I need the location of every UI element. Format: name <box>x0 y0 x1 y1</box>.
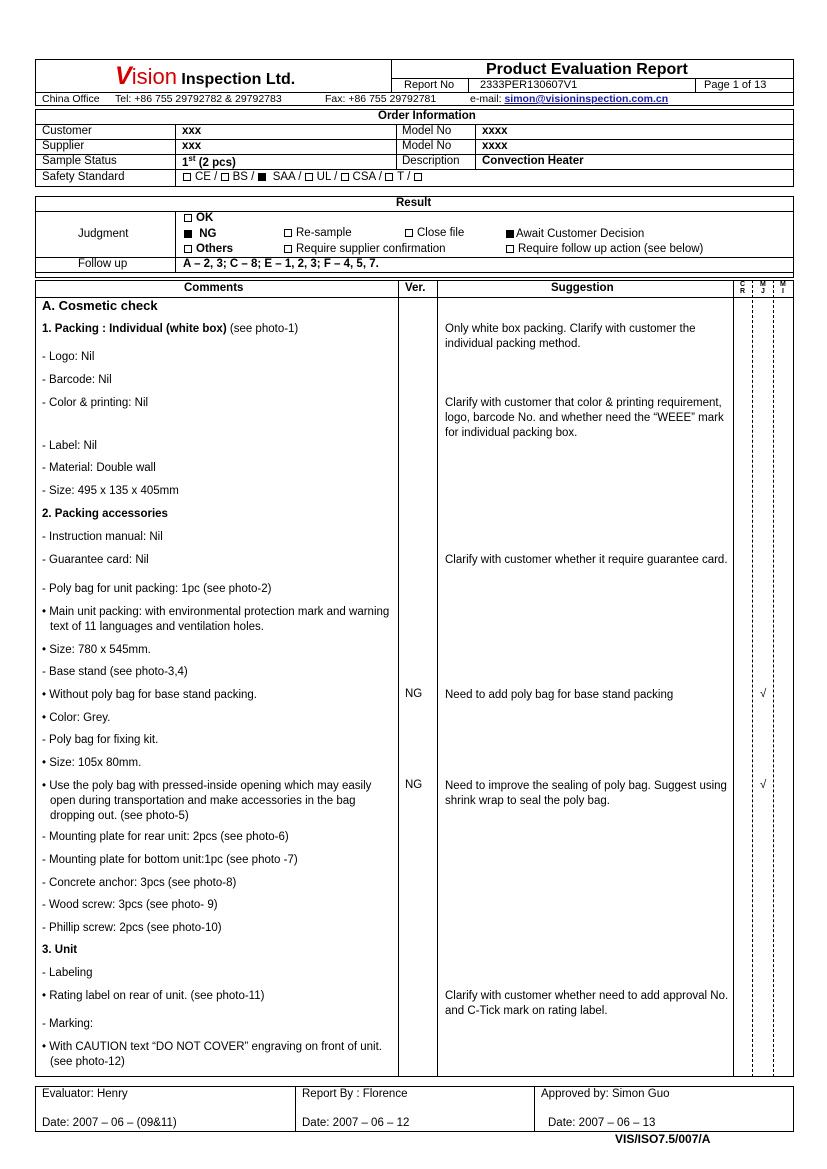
close-file-option[interactable] <box>405 227 464 239</box>
safety-standard-options <box>183 171 426 183</box>
comment-base-stand: - Base stand (see photo-3,4) <box>42 666 188 678</box>
section-a-title: A. Cosmetic check <box>42 298 158 313</box>
saa-checkbox[interactable] <box>258 173 266 181</box>
comment-mount-rear: - Mounting plate for rear unit: 2pcs (see photo-6) <box>42 831 289 843</box>
unit-title: 3. Unit <box>42 944 78 956</box>
document-code: VIS/ISO7.5/007/A <box>615 1132 711 1146</box>
mj-check-1: √ <box>760 688 767 700</box>
order-info-title: Order Information <box>378 110 476 122</box>
comment-rating: • Rating label on rear of unit. (see photo-11) <box>42 990 265 1002</box>
comment-main-unit: • Main unit packing: with environmental protection mark and warning text of 11 languages and ventilation holes. <box>42 606 390 633</box>
require-supplier-checkbox[interactable] <box>284 245 292 253</box>
require-supplier-label: Require supplier confirmation <box>296 243 446 255</box>
comment-color-grey: • Color: Grey. <box>42 712 111 724</box>
model-no-value-1: xxxx <box>482 125 508 137</box>
packing-title-bold: 1. Packing : Individual (white box) <box>42 323 227 335</box>
comment-marking: - Marking: <box>42 1018 94 1030</box>
supplier-label: Supplier <box>42 140 85 152</box>
header-divider <box>391 59 392 92</box>
require-follow-label: Require follow up action (see below) <box>518 243 704 255</box>
resample-label: Re-sample <box>296 227 352 239</box>
comment-guarantee: - Guarantee card: Nil <box>42 554 149 566</box>
comment-phillip: - Phillip screw: 2pcs (see photo-10) <box>42 922 222 934</box>
ok-option[interactable] <box>184 212 213 224</box>
model-no-value-2: xxxx <box>482 140 508 152</box>
tel: Tel: +86 755 29792782 & 29792783 <box>115 93 282 105</box>
ok-checkbox[interactable] <box>184 214 192 222</box>
suggestion-packing: Only white box packing. Clarify with customer the individual packing method. <box>445 323 696 350</box>
comment-size-2: • Size: 780 x 545mm. <box>42 644 151 656</box>
mj-check-2: √ <box>760 779 767 791</box>
resample-option[interactable] <box>284 227 352 239</box>
ok-label: OK <box>196 212 214 224</box>
t-label: T / <box>397 171 414 183</box>
comments-header: Comments <box>184 282 244 294</box>
fax: Fax: +86 755 29792781 <box>325 93 437 105</box>
mj-header-line2: J <box>760 288 765 295</box>
email-label: e-mail: <box>470 93 505 105</box>
approved-date: Date: 2007 – 06 – 13 <box>548 1117 656 1129</box>
close-file-checkbox[interactable] <box>405 229 413 237</box>
require-follow-checkbox[interactable] <box>506 245 514 253</box>
others-option[interactable] <box>184 243 233 255</box>
approved-by: Approved by: Simon Guo <box>541 1088 670 1100</box>
packing-accessories-title: 2. Packing accessories <box>42 508 168 520</box>
result-line-1 <box>35 211 794 212</box>
mi-header-line2: I <box>781 288 784 295</box>
mj-header-line1: M <box>760 281 766 288</box>
company-name: Inspection Ltd. <box>176 71 296 88</box>
cr-header-line1: C <box>740 281 746 288</box>
comment-size-3: • Size: 105x 80mm. <box>42 757 142 769</box>
logo-v: V <box>115 62 132 90</box>
comment-caution: • With CAUTION text “DO NOT COVER” engraving on front of unit. (see photo-12) <box>42 1041 382 1068</box>
sample-status-value <box>182 154 236 169</box>
comment-color-printing: - Color & printing: Nil <box>42 397 149 409</box>
judgment-label: Judgment <box>78 228 129 240</box>
evaluator-date: Date: 2007 – 06 – (09&11) <box>42 1117 177 1129</box>
status-ordinal: 1 <box>182 156 189 169</box>
result-line-2 <box>35 257 794 258</box>
sample-status-label: Sample Status <box>42 155 117 167</box>
order-col-2 <box>396 124 397 169</box>
order-col-1 <box>175 124 176 187</box>
ver-ng-2: NG <box>405 779 423 791</box>
supplier-value: xxx <box>182 140 202 152</box>
require-supplier-option[interactable] <box>284 243 446 255</box>
mi-header <box>780 281 786 295</box>
comment-manual: - Instruction manual: Nil <box>42 531 163 543</box>
footer-col-2 <box>534 1086 535 1132</box>
company-logo <box>115 62 295 91</box>
await-option[interactable] <box>506 228 644 240</box>
require-follow-option[interactable] <box>506 243 703 255</box>
cr-header <box>740 281 745 295</box>
ul-checkbox[interactable] <box>305 173 313 181</box>
status-ordinal-suffix: st <box>188 154 196 163</box>
comment-logo: - Logo: Nil <box>42 351 95 363</box>
customer-label: Customer <box>42 125 92 137</box>
logo-ision: ision <box>131 64 177 89</box>
ul-label: UL / <box>316 171 341 183</box>
cr-header-line2: R <box>740 288 746 295</box>
suggestion-poly: Need to improve the sealing of poly bag. Suggest using shrink wrap to seal the poly bag. <box>445 780 727 807</box>
packing-title <box>42 322 392 337</box>
close-file-label: Close file <box>417 227 465 239</box>
comment-poly-fixing: - Poly bag for fixing kit. <box>42 734 159 746</box>
office-label: China Office <box>42 93 100 105</box>
bs-label: BS / <box>232 171 258 183</box>
result-title: Result <box>396 197 432 209</box>
result-line-3 <box>35 272 794 273</box>
ng-checkbox[interactable] <box>184 230 192 238</box>
model-no-label-1: Model No <box>402 125 452 137</box>
report-no: 2333PER130607V1 <box>480 79 578 91</box>
suggestion-rating: Clarify with customer whether need to add approval No. and C-Tick mark on rating label. <box>445 990 729 1017</box>
suggestion-base: Need to add poly bag for base stand packing <box>445 689 674 701</box>
ce-checkbox[interactable] <box>183 173 191 181</box>
description-value: Convection Heater <box>482 155 584 167</box>
saa-label: SAA / <box>272 171 305 183</box>
others-checkbox[interactable] <box>184 245 192 253</box>
comment-mount-bottom: - Mounting plate for bottom unit:1pc (see photo -7) <box>42 854 298 866</box>
comment-polybag-unit: - Poly bag for unit packing: 1pc (see photo-2) <box>42 583 272 595</box>
description-label: Description <box>402 155 460 167</box>
comment-material: - Material: Double wall <box>42 462 156 474</box>
mi-header-line1: M <box>780 281 786 288</box>
ng-label: NG <box>199 228 217 240</box>
col-comments-right <box>398 280 399 1077</box>
email-link[interactable]: simon@visioninspection.com.cn <box>504 93 669 105</box>
report-no-label: Report No <box>404 79 455 91</box>
col-mj-right <box>773 280 774 1077</box>
other-checkbox[interactable] <box>414 173 422 181</box>
page-divider <box>695 78 696 92</box>
comment-label: - Label: Nil <box>42 440 97 452</box>
comment-wood: - Wood screw: 3pcs (see photo- 9) <box>42 899 218 911</box>
resample-checkbox[interactable] <box>284 229 292 237</box>
customer-value: xxx <box>182 125 202 137</box>
page-indicator: Page 1 of 13 <box>704 79 767 91</box>
comment-size-1: - Size: 495 x 135 x 405mm <box>42 485 179 497</box>
suggestion-color: Clarify with customer that color & printing requirement, logo, barcode No. and whether need the “WEEE” mark for individual packing box. <box>445 397 724 439</box>
t-checkbox[interactable] <box>385 173 393 181</box>
mj-header <box>760 281 766 295</box>
csa-checkbox[interactable] <box>341 173 349 181</box>
comment-barcode: - Barcode: Nil <box>42 374 112 386</box>
await-checkbox[interactable] <box>506 230 514 238</box>
order-line-4 <box>35 169 794 170</box>
ver-header: Ver. <box>405 282 426 294</box>
evaluator: Evaluator: Henry <box>42 1088 128 1100</box>
order-col-3 <box>475 124 476 169</box>
ce-label: CE / <box>195 171 221 183</box>
follow-up-label: Follow up <box>78 258 128 270</box>
status-count: (2 pcs) <box>195 156 236 169</box>
ng-option[interactable] <box>184 228 216 240</box>
comment-without-poly: • Without poly bag for base stand packing. <box>42 689 257 701</box>
csa-label: CSA / <box>352 171 386 183</box>
suggestion-header: Suggestion <box>551 282 614 294</box>
await-label: Await Customer Decision <box>516 228 645 240</box>
comment-use-poly: • Use the poly bag with pressed-inside opening which may easily open during transportation and make accessories in the bag dropping out. (see photo-5) <box>42 780 372 822</box>
col-cr-right <box>752 280 753 1077</box>
comment-concrete: - Concrete anchor: 3pcs (see photo-8) <box>42 877 237 889</box>
report-by: Report By : Florence <box>302 1088 408 1100</box>
follow-up-value: A – 2, 3; C – 8; E – 1, 2, 3; F – 4, 5, 7. <box>183 258 379 270</box>
bs-checkbox[interactable] <box>221 173 229 181</box>
suggestion-guarantee: Clarify with customer whether it require guarantee card. <box>445 554 728 566</box>
safety-standard-label: Safety Standard <box>42 171 125 183</box>
model-no-label-2: Model No <box>402 140 452 152</box>
ver-ng-1: NG <box>405 688 423 700</box>
comment-labeling: - Labeling <box>42 967 93 979</box>
email-line <box>470 93 668 105</box>
result-col <box>175 211 176 272</box>
packing-see: (see photo-1) <box>226 323 299 335</box>
report-title: Product Evaluation Report <box>486 61 688 78</box>
col-ver-right <box>437 280 438 1077</box>
footer-col-1 <box>295 1086 296 1132</box>
col-suggestion-right <box>733 280 734 1077</box>
report-no-divider <box>468 78 469 92</box>
others-label: Others <box>196 243 234 255</box>
report-date: Date: 2007 – 06 – 12 <box>302 1117 410 1129</box>
